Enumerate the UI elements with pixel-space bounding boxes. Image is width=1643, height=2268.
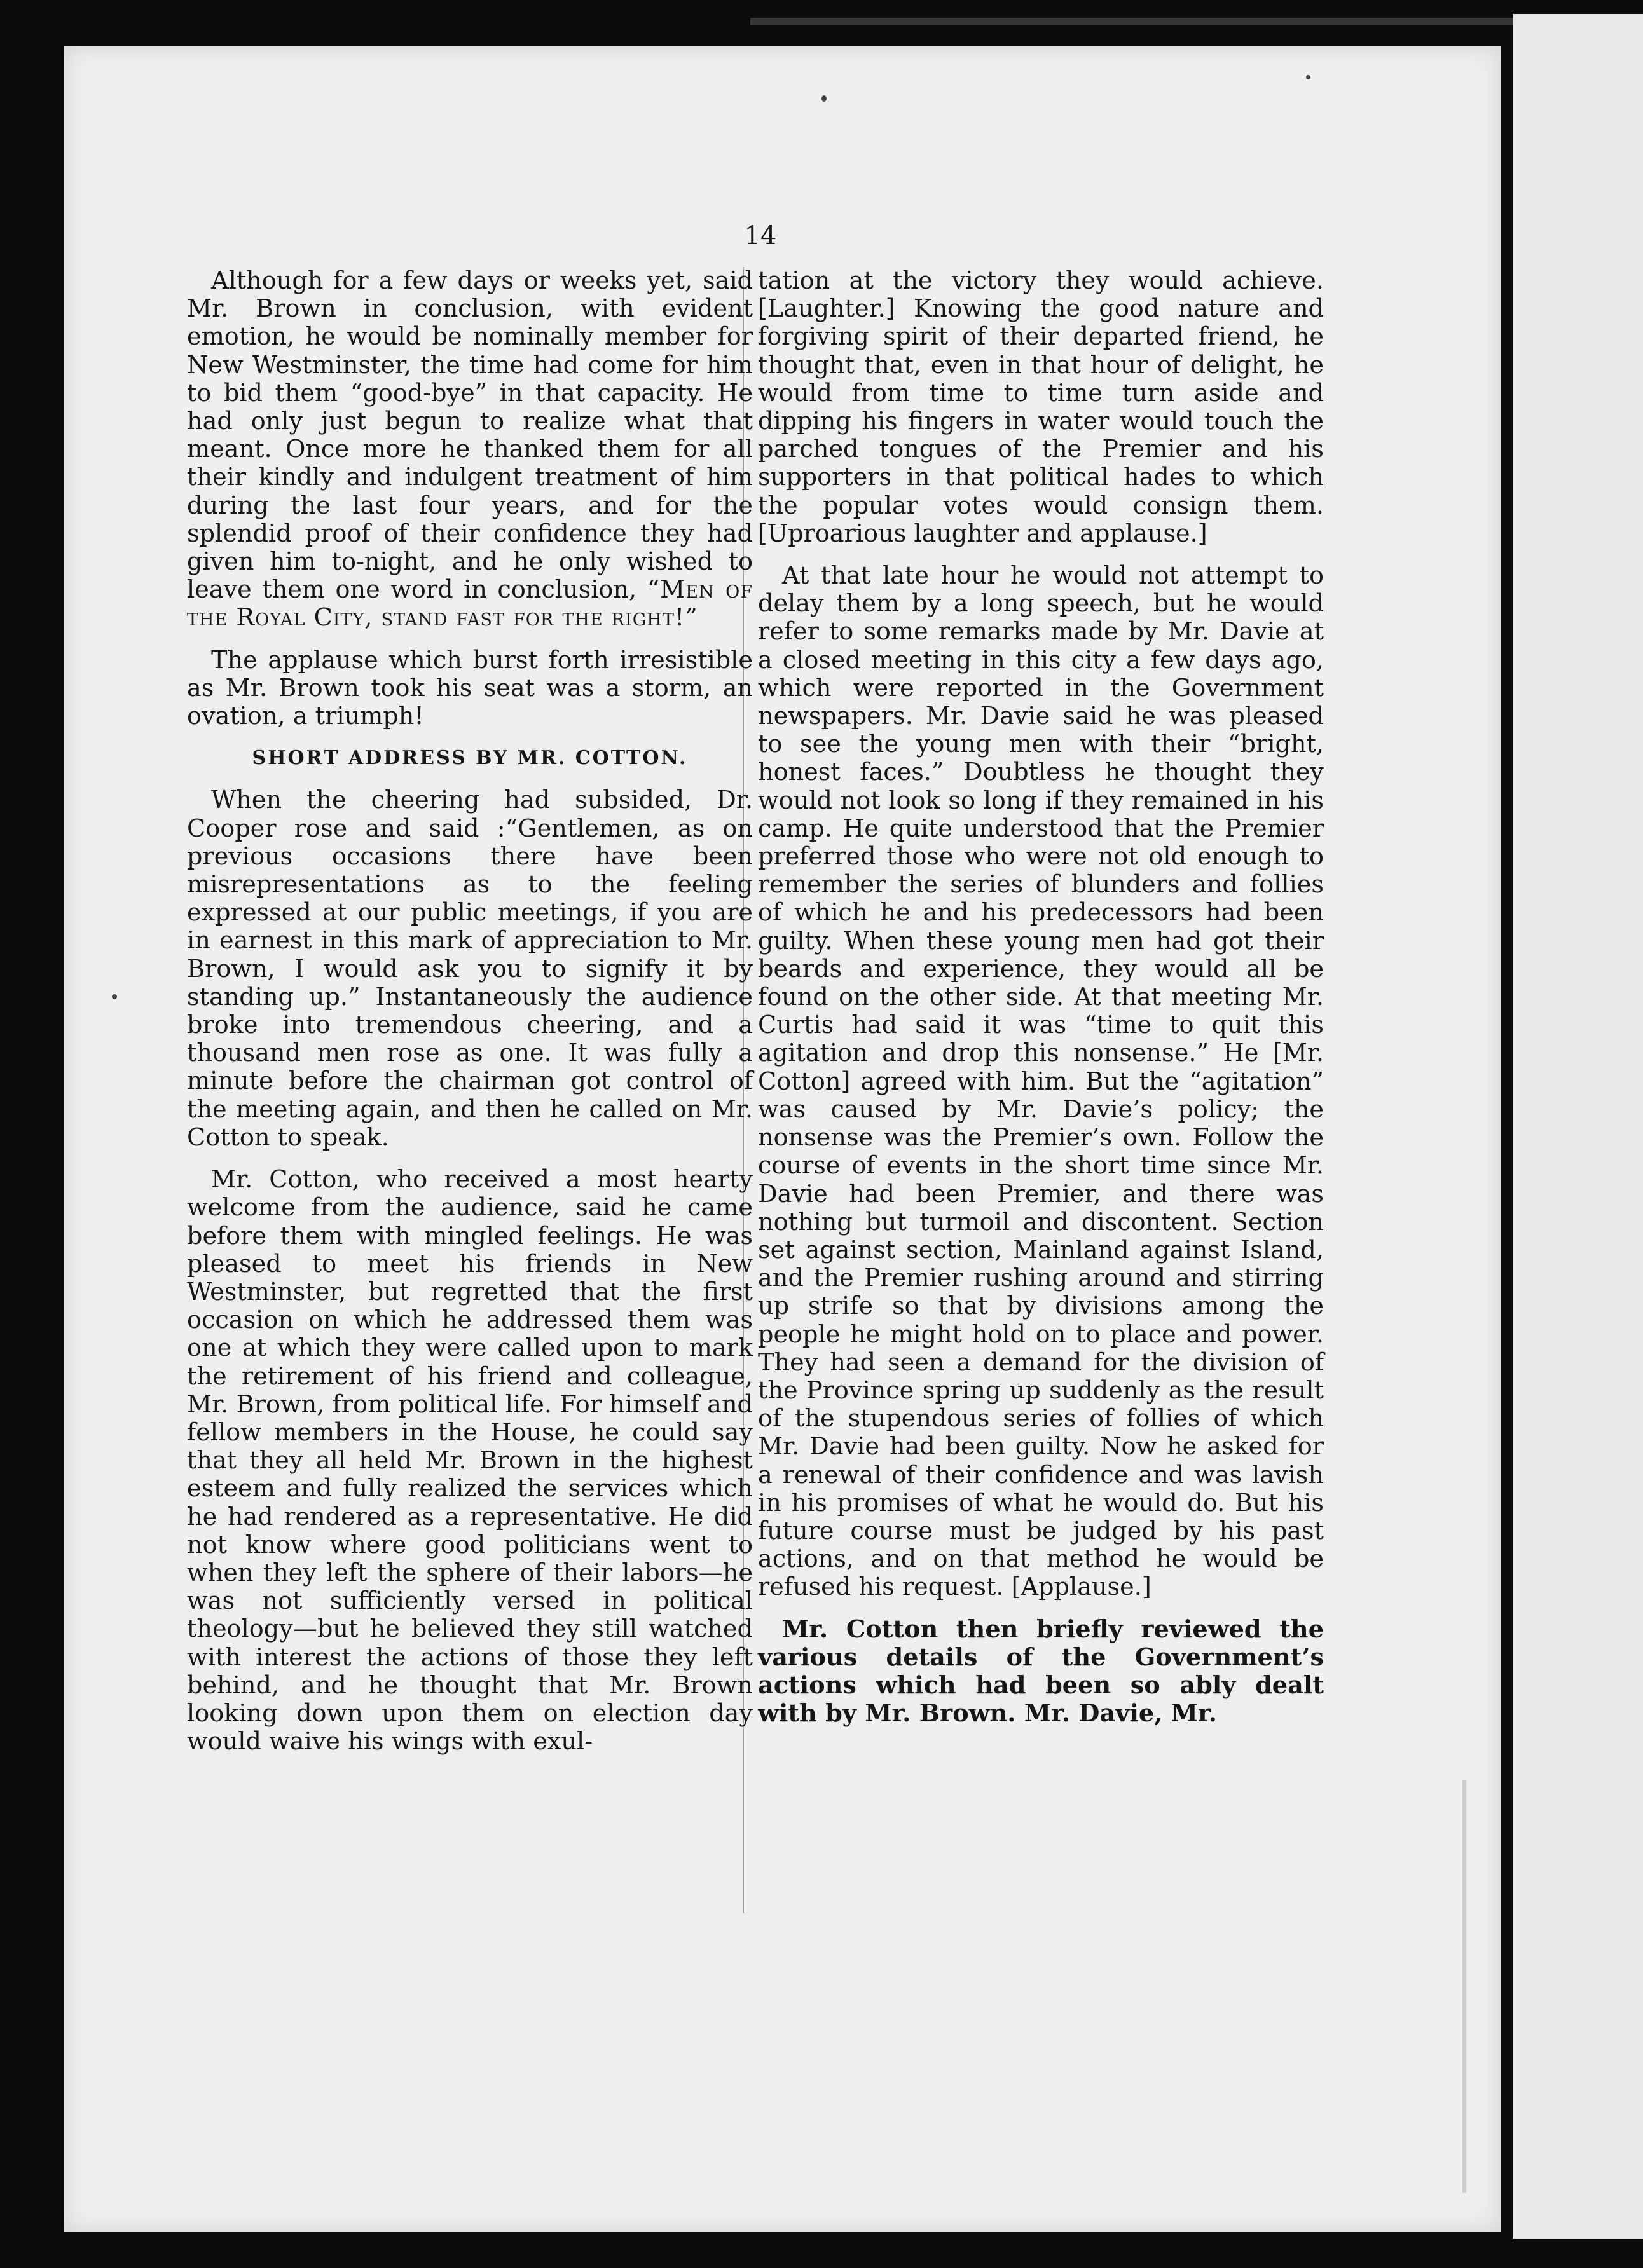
page-number: 14 [744, 221, 777, 250]
page-fold [1462, 1780, 1466, 2193]
ink-speck [112, 994, 117, 999]
paragraph: When the cheering had subsided, Dr. Cooper rose and said :“Gentlemen, as on previous occasions there have been misrepresentations as to the feeling expressed at our public meetings, if you are in earnest in this mark of appreciation to Mr. Brown, I would ask you to signify it by standing up.” Instantaneously the audience broke into tremendous cheering, and a thousand men rose as one. It was fully a minute before the chairman got control of the meeting again, and then he called on Mr. Cotton to speak. [187, 786, 753, 1152]
section-heading: SHORT ADDRESS BY MR. COTTON. [252, 747, 688, 770]
paragraph: At that late hour he would not attempt to delay them by a long speech, but he would refer to some remarks made by Mr. Davie at a closed meeting in this city a few days ago, which were reported in the Government newspapers. Mr. Davie said he was pleased to see the young men with their “bright, honest faces.” Doubtless he thought they would not look so long if they remained in his camp. He quite understood that the Premier preferred those who were not old enough to remember the series of blunders and follies of which he and his predecessors had been guilty. When these young men had got their beards and experience, they would all be found on the other side. At that meeting Mr. Curtis had said it was “time to quit this agitation and drop this nonsense.” He [Mr. Cotton] agreed with him. But the “agitation” was caused by Mr. Davie’s policy; the nonsense was the Premier’s own. Follow the course of events in the short time since Mr. Davie had been Premier, and there was nothing but turmoil and discontent. Section set against section, Mainland against Island, and the Premier rushing around and stirring up strife so that by divisions among the people he might hold on to place and power. They had seen a demand for the division of the Province spring up suddenly as the result of the stupendous series of follies of which Mr. Davie had been guilty. Now he asked for a renewal of their confidence and was lavish in his promises of what he would do. But his future course must be judged by his past actions, and on that method he would be refused his request. [Applause.] [758, 562, 1324, 1602]
ink-speck [822, 95, 827, 102]
paragraph: Mr. Cotton, who received a most hearty welcome from the audience, said he came before them with mingled feelings. He was pleased to meet his friends in New Westminster, but regretted that the first occasion on which he addressed them was one at which they were called upon to mark the retirement of his friend and colleague, Mr. Brown, from political life. For himself and fellow members in the House, he could say that they all held Mr. Brown in the highest esteem and fully realized the services which he had rendered as a representative. He did not know where good politicians went to when they left the sphere of their labors—he was not sufficiently versed in political theology—but he believed they still watched with interest the actions of those they left behind, and he thought that Mr. Brown looking down upon them on election day would waive his wings with exul- [187, 1166, 753, 1756]
left-column [187, 267, 753, 1770]
paragraph: The applause which burst forth irresistible as Mr. Brown took his seat was a storm, an ovation, a triumph! [187, 646, 753, 731]
right-column [758, 267, 1324, 1742]
motto-text: “Men of the Royal City, stand fast for the right!” [187, 576, 753, 632]
adjacent-page-edge [1513, 14, 1643, 2239]
paragraph: tation at the victory they would achieve. [Laughter.] Knowing the good nature and forgiving spirit of their departed friend, he thought that, even in that hour of delight, he would from time to time turn aside and dipping his fingers in water would touch the parched tongues of the Premier and his supporters in that political hades to which the popular votes would consign them. [Uproarious laughter and applause.] [758, 267, 1324, 548]
paragraph: Mr. Cotton then briefly reviewed the various details of the Government’s actions which had been so ably dealt with by Mr. Brown. Mr. Davie, Mr. [758, 1615, 1324, 1728]
paragraph-text: Although for a few days or weeks yet, said Mr. Brown in conclusion, with evident emotion, he would be nominally member for New Westminster, the time had come for him to bid them “good-bye” in that capacity. He had only just begun to realize what that meant. Once more he thanked them for all their kindly and indulgent treatment of him during the last four years, and for the splendid proof of their confidence they had given him to-night, and he only wished to leave them one word in conclusion, [187, 267, 753, 605]
paragraph [187, 267, 753, 632]
ink-speck [1306, 75, 1310, 79]
scan-shadow [750, 18, 1513, 25]
